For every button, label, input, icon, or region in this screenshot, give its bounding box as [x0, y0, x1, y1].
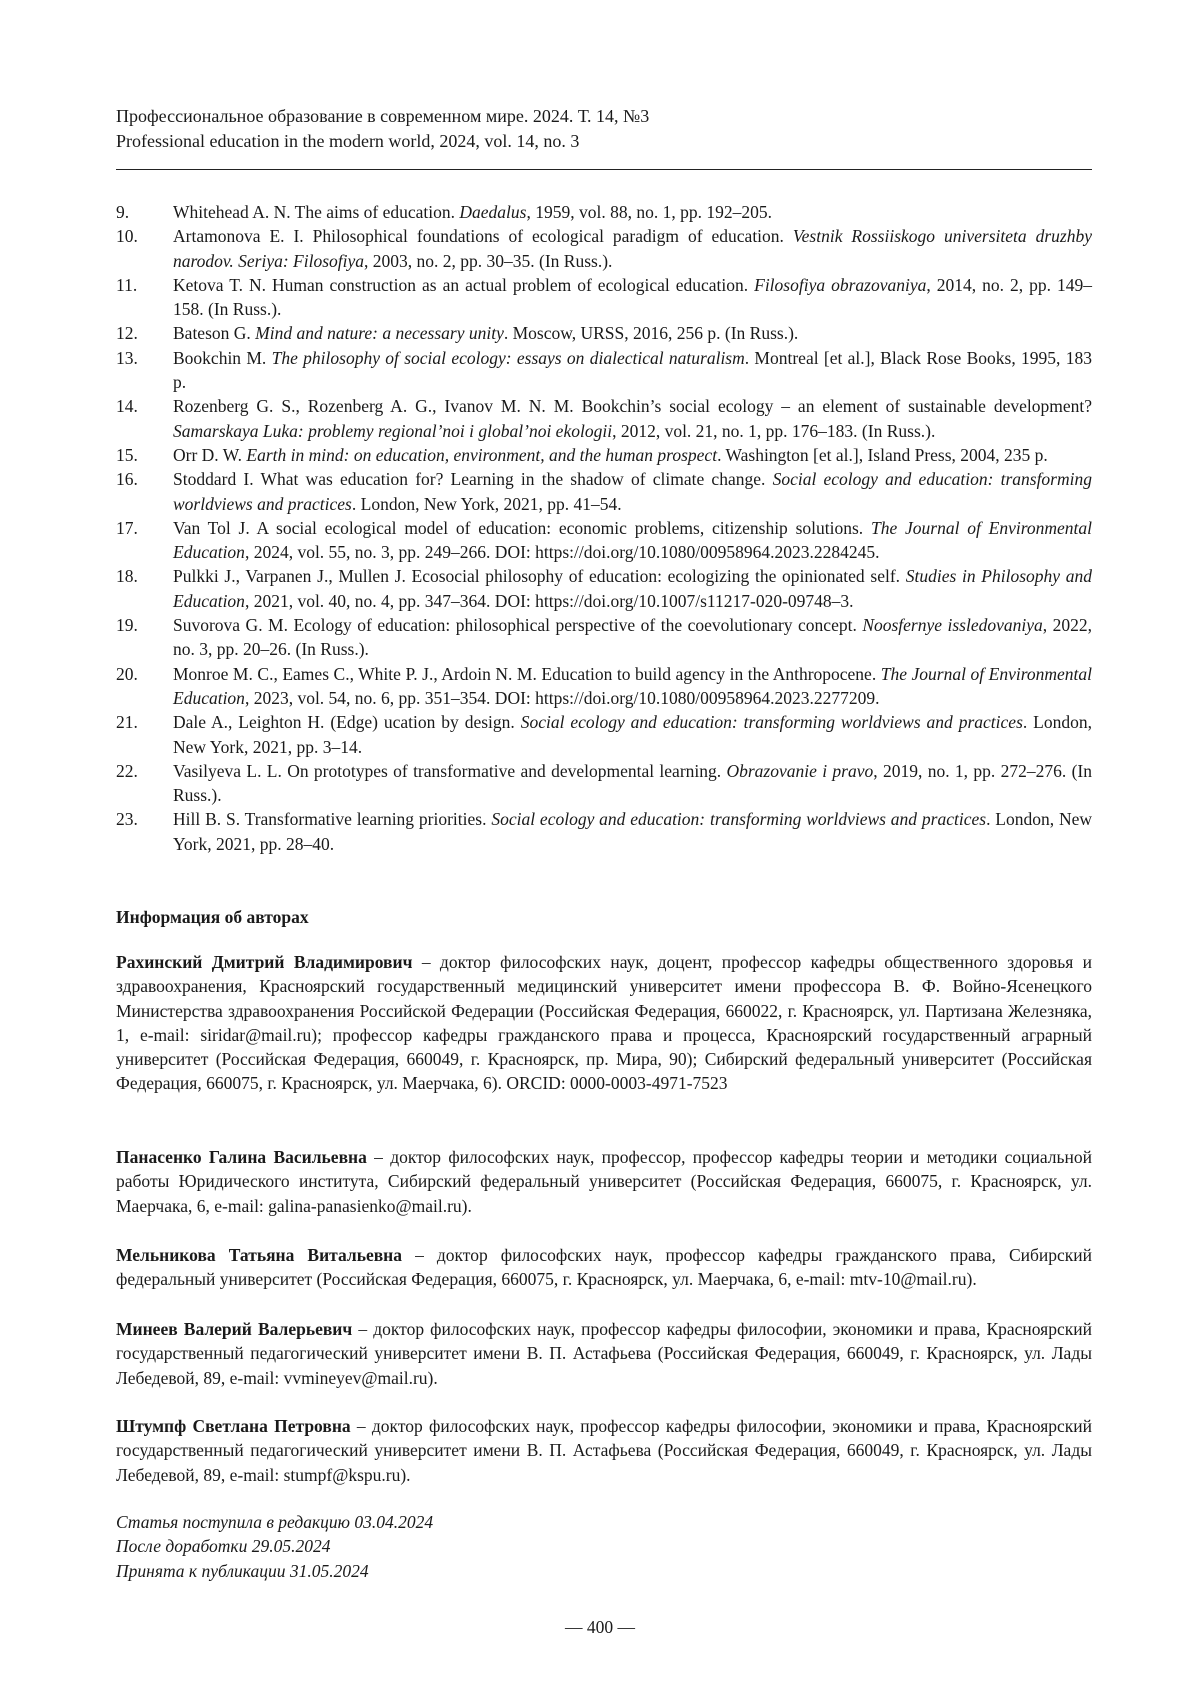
reference-item-14 — [116, 394, 1092, 443]
reference-number: 11. — [116, 273, 173, 322]
header-line-ru: Профессиональное образование в современном мире. 2024. Т. 14, №3 — [116, 104, 1092, 129]
reference-item-13 — [116, 346, 1092, 395]
author-name: Минеев Валерий Валерьевич — [116, 1319, 352, 1339]
reference-number: 10. — [116, 224, 173, 273]
reference-number: 12. — [116, 321, 173, 345]
author-info-mineev — [116, 1317, 1092, 1390]
author-info-melnikova — [116, 1243, 1092, 1292]
reference-number: 9. — [116, 200, 173, 224]
author-name: Штумпф Светлана Петровна — [116, 1416, 351, 1436]
reference-item-15 — [116, 443, 1092, 467]
reference-text: Bateson G. Mind and nature: a necessary unity. Moscow, URSS, 2016, 256 p. (In Russ.). — [173, 321, 1092, 345]
reference-item-9 — [116, 200, 1092, 224]
reference-text: Pulkki J., Varpanen J., Mullen J. Ecosocial philosophy of education: ecologizing the opinionated self. Studies in Philosophy and Education, 2021, vol. 40, no. 4, pp. 347–364. DOI: https://doi.org/10.1007/s11217-020-09748–3. — [173, 564, 1092, 613]
reference-item-11 — [116, 273, 1092, 322]
author-info-rakhinsky — [116, 950, 1092, 1096]
reference-number: 16. — [116, 467, 173, 516]
reference-text: Orr D. W. Earth in mind: on education, environment, and the human prospect. Washington [et al.], Island Press, 2004, 235 p. — [173, 443, 1092, 467]
reference-item-10 — [116, 224, 1092, 273]
reference-item-21 — [116, 710, 1092, 759]
author-details: – доктор философских наук, профессор, профессор кафедры теории и методики социальной работы Юридического института, Сибирский федеральный университет (Российская Федерация, 660075, г. Красноярск, ул. Маерчака, 6, e-mail: galina-panasienko@mail.ru). — [116, 1147, 1092, 1216]
reference-text: Stoddard I. What was education for? Learning in the shadow of climate change. Social ecology and education: transforming worldviews and practices. London, New York, 2021, pp. 41–54. — [173, 467, 1092, 516]
author-details: – доктор философских наук, доцент, профессор кафедры общественного здоровья и здравоохранения, Красноярский государственный медицинский университет имени профессора В. Ф. Войно-Ясенецкого Министерства здравоохранения Российской Федерации (Российская Федерация, 660022, г. Красноярск, ул. Партизана Железняка, 1, e-mail: siridar@mail.ru); профессор кафедры гражданского права и процесса, Красноярский государственный аграрный университет (Российская Федерация, 660049, г. Красноярск, пр. Мира, 90); Сибирский федеральный университет (Российская Федерация, 660075, г. Красноярск, ул. Маерчака, 6). ORCID: 0000-0003-4971-7523 — [116, 952, 1092, 1093]
reference-text: Monroe M. C., Eames C., White P. J., Ardoin N. M. Education to build agency in the Anthropocene. The Journal of Environmental Education, 2023, vol. 54, no. 6, pp. 351–354. DOI: https://doi.org/10.1080/00958964.2023.2277209. — [173, 662, 1092, 711]
reference-item-17 — [116, 516, 1092, 565]
reference-number: 20. — [116, 662, 173, 711]
running-header — [116, 104, 1092, 154]
date-revised: После доработки 29.05.2024 — [116, 1534, 433, 1558]
header-line-en: Professional education in the modern world, 2024, vol. 14, no. 3 — [116, 129, 1092, 154]
author-info-panasenko — [116, 1145, 1092, 1218]
reference-item-12 — [116, 321, 1092, 345]
reference-number: 21. — [116, 710, 173, 759]
reference-text: Van Tol J. A social ecological model of education: economic problems, citizenship solutions. The Journal of Environmental Education, 2024, vol. 55, no. 3, pp. 249–266. DOI: https://doi.org/10.1080/00958964.2023.2284245. — [173, 516, 1092, 565]
reference-number: 15. — [116, 443, 173, 467]
article-dates — [116, 1510, 433, 1583]
reference-number: 13. — [116, 346, 173, 395]
header-divider — [116, 169, 1092, 170]
author-name: Мельникова Татьяна Витальевна — [116, 1245, 402, 1265]
author-name: Панасенко Галина Васильевна — [116, 1147, 367, 1167]
reference-text: Artamonova E. I. Philosophical foundations of ecological paradigm of education. Vestnik Rossiiskogo universiteta druzhby narodov. Seriya: Filosofiya, 2003, no. 2, pp. 30–35. (In Russ.). — [173, 224, 1092, 273]
reference-number: 22. — [116, 759, 173, 808]
date-accepted: Принята к публикации 31.05.2024 — [116, 1559, 433, 1583]
reference-list — [116, 200, 1092, 856]
reference-item-16 — [116, 467, 1092, 516]
reference-number: 19. — [116, 613, 173, 662]
reference-number: 23. — [116, 807, 173, 856]
author-details: – доктор философских наук, профессор кафедры гражданского права, Сибирский федеральный университет (Российская Федерация, 660075, г. Красноярск, ул. Маерчака, 6, e-mail: mtv-10@mail.ru). — [116, 1245, 1092, 1289]
reference-text: Rozenberg G. S., Rozenberg A. G., Ivanov M. N. M. Bookchin’s social ecology – an element of sustainable development? Samarskaya Luka: problemy regional’noi i global’noi ekologii, 2012, vol. 21, no. 1, pp. 176–183. (In Russ.). — [173, 394, 1092, 443]
page-number: — 400 — — [0, 1615, 1200, 1639]
reference-text: Bookchin M. The philosophy of social ecology: essays on dialectical naturalism. Montreal [et al.], Black Rose Books, 1995, 183 p. — [173, 346, 1092, 395]
author-info-shtumpf — [116, 1414, 1092, 1487]
reference-text: Ketova T. N. Human construction as an actual problem of ecological education. Filosofiya obrazovaniya, 2014, no. 2, pp. 149–158. (In Russ.). — [173, 273, 1092, 322]
reference-text: Dale A., Leighton H. (Edge) ucation by design. Social ecology and education: transforming worldviews and practices. London, New York, 2021, pp. 3–14. — [173, 710, 1092, 759]
date-received: Статья поступила в редакцию 03.04.2024 — [116, 1510, 433, 1534]
reference-item-20 — [116, 662, 1092, 711]
reference-number: 17. — [116, 516, 173, 565]
author-details: – доктор философских наук, профессор кафедры философии, экономики и права, Красноярский государственный педагогический университет имени В. П. Астафьева (Российская Федерация, 660049, г. Красноярск, ул. Лады Лебедевой, 89, e-mail: stumpf@kspu.ru). — [116, 1416, 1092, 1485]
reference-number: 18. — [116, 564, 173, 613]
document-page — [0, 0, 1200, 1697]
reference-item-23 — [116, 807, 1092, 856]
reference-item-19 — [116, 613, 1092, 662]
reference-text: Whitehead A. N. The aims of education. Daedalus, 1959, vol. 88, no. 1, pp. 192–205. — [173, 200, 1092, 224]
reference-text: Hill B. S. Transformative learning priorities. Social ecology and education: transforming worldviews and practices. London, New York, 2021, pp. 28–40. — [173, 807, 1092, 856]
author-name: Рахинский Дмитрий Владимирович — [116, 952, 412, 972]
authors-heading: Информация об авторах — [116, 905, 309, 929]
author-details: – доктор философских наук, профессор кафедры философии, экономики и права, Красноярский государственный педагогический университет имени В. П. Астафьева (Российская Федерация, 660049, г. Красноярск, ул. Лады Лебедевой, 89, e-mail: vvmineyev@mail.ru). — [116, 1319, 1092, 1388]
reference-text: Suvorova G. M. Ecology of education: philosophical perspective of the coevolutionary concept. Noosfernye issledovaniya, 2022, no. 3, pp. 20–26. (In Russ.). — [173, 613, 1092, 662]
reference-number: 14. — [116, 394, 173, 443]
reference-item-18 — [116, 564, 1092, 613]
reference-item-22 — [116, 759, 1092, 808]
reference-text: Vasilyeva L. L. On prototypes of transformative and developmental learning. Obrazovanie i pravo, 2019, no. 1, pp. 272–276. (In Russ.). — [173, 759, 1092, 808]
